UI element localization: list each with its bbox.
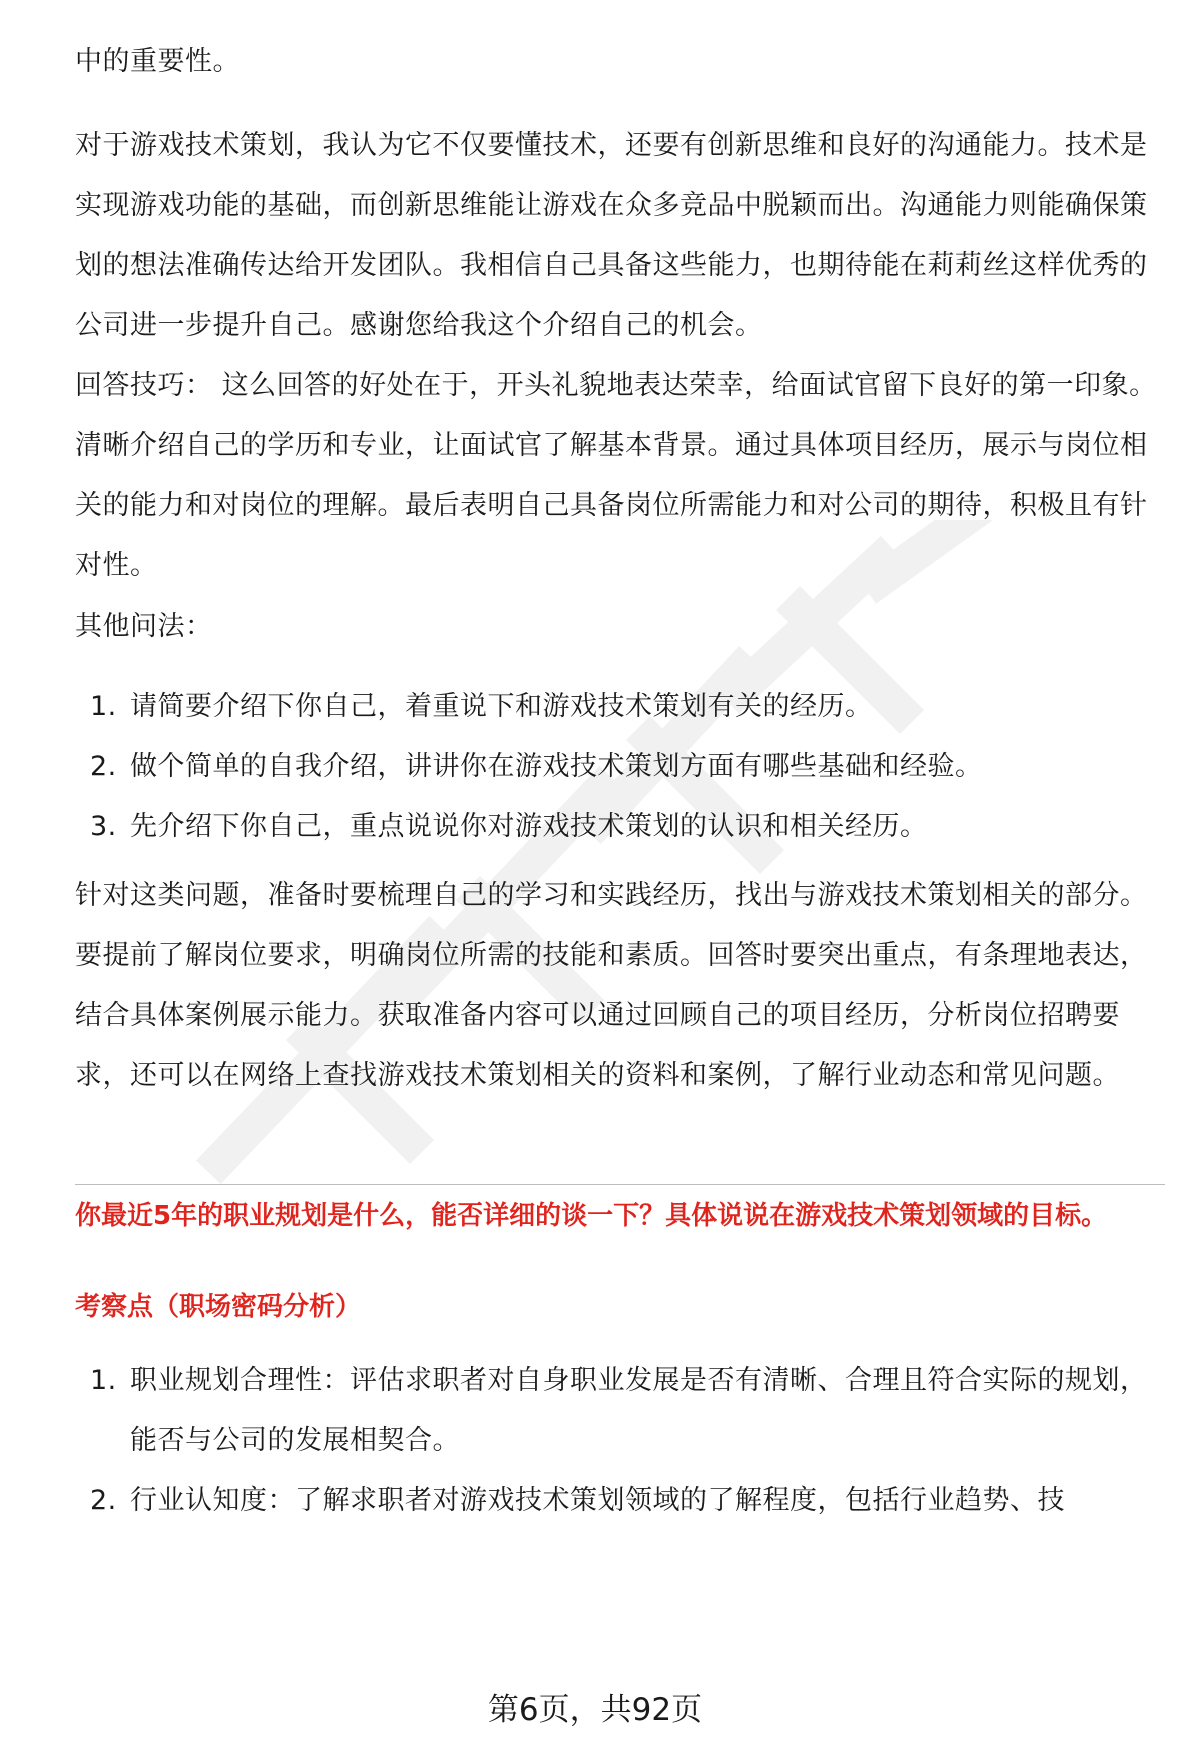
paragraph-continuation: 中的重要性。 (75, 46, 240, 77)
list-item: 1. 职业规划合理性：评估求职者对自身职业发展是否有清晰、合理且符合实际的规划，能否与公司的发展相契合。 (90, 1365, 1148, 1456)
other-questions-list (75, 677, 1165, 857)
list-item: 2. 做个简单的自我介绍，讲讲你在游戏技术策划方面有哪些基础和经验。 (90, 751, 983, 782)
paragraph-answer-end: 对于游戏技术策划，我认为它不仅要懂技术，还要有创新思维和良好的沟通能力。技术是实现游戏功能的基础，而创新思维能让游戏在众多竞品中脱颖而出。沟通能力则能确保策划的想法准确传达给开发团队。我相信自己具备这些能力，也期待能在莉莉丝这样优秀的公司进一步提升自己。感谢您给我这个介绍自己的机会。 (75, 130, 1148, 341)
page-number-footer: 第6页，共92页 (487, 1692, 703, 1728)
exam-points-heading: 考察点（职场密码分析） (75, 1292, 362, 1322)
list-item: 2. 行业认知度：了解求职者对游戏技术策划领域的了解程度，包括行业趋势、技 (90, 1485, 1065, 1516)
list-item: 3. 先介绍下你自己，重点说说你对游戏技术策划的认识和相关经历。 (90, 811, 928, 842)
list-item: 1. 请简要介绍下你自己，着重说下和游戏技术策划有关的经历。 (90, 691, 873, 722)
question-heading: 你最近5年的职业规划是什么，能否详细的谈一下？具体说说在游戏技术策划领域的目标。 (75, 1201, 1108, 1231)
section-divider (75, 1184, 1165, 1185)
paragraph-preparation-advice: 针对这类问题，准备时要梳理自己的学习和实践经历，找出与游戏技术策划相关的部分。要提前了解岗位要求，明确岗位所需的技能和素质。回答时要突出重点，有条理地表达，结合具体案例展示能力。获取准备内容可以通过回顾自己的项目经历，分析岗位招聘要求，还可以在网络上查找游戏技术策划相关的资料和案例，了解行业动态和常见问题。 (75, 880, 1148, 1091)
paragraph-other-asks-label: 其他问法： (75, 611, 213, 642)
paragraph-answer-tips: 回答技巧： 这么回答的好处在于，开头礼貌地表达荣幸，给面试官留下良好的第一印象。清晰介绍自己的学历和专业，让面试官了解基本背景。通过具体项目经历，展示与岗位相关的能力和对岗位的理解。最后表明自己具备岗位所需能力和对公司的期待，积极且有针对性。 (75, 370, 1157, 581)
exam-points-list (75, 1351, 1165, 1531)
